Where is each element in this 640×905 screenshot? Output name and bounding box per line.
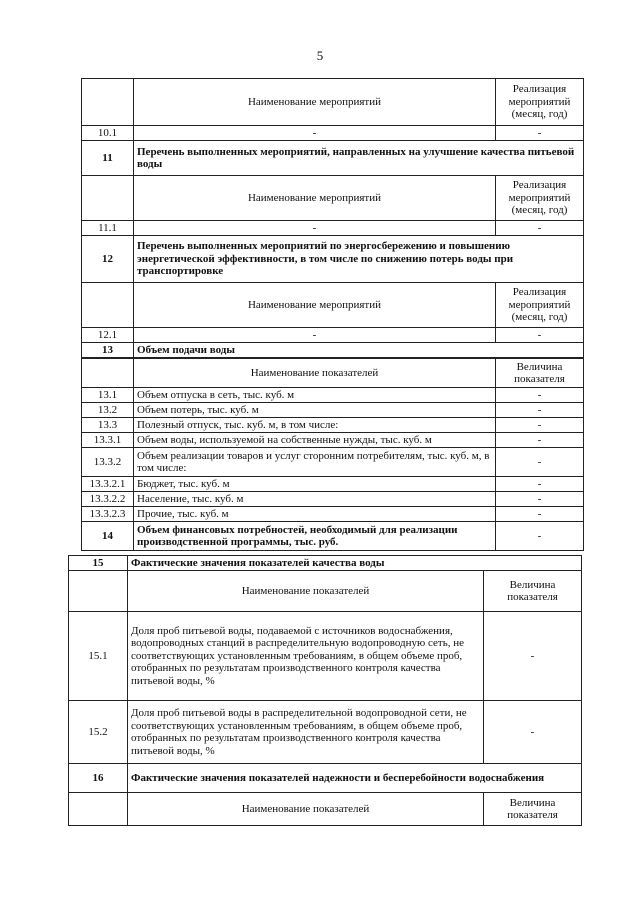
row-number: 13.3.1 (82, 433, 134, 448)
section-value: - (496, 522, 584, 551)
activities-header-row (82, 79, 584, 126)
table-row (69, 701, 582, 764)
indicator-name: Прочие, тыс. куб. м (134, 507, 496, 522)
activity-impl: - (496, 328, 584, 343)
activity-name: - (134, 328, 496, 343)
section-number: 14 (82, 522, 134, 551)
indicator-value: - (496, 492, 584, 507)
indicator-name: Доля проб питьевой воды в распределительной водопроводной сети, не соответствующих установленным требованиям, в общем объеме проб, отобранных по результатам производственного контроля качества питьевой воды, % (128, 701, 484, 764)
indicator-name: Объем отпуска в сеть, тыс. куб. м (134, 388, 496, 403)
indicator-value: - (496, 507, 584, 522)
row-number: 13.3.2.1 (82, 477, 134, 492)
indicator-value: - (496, 448, 584, 477)
row-number: 13.3.2.2 (82, 492, 134, 507)
indicator-name: Объем реализации товаров и услуг сторонним потребителям, тыс. куб. м, в том числе: (134, 448, 496, 477)
section-title: Перечень выполненных мероприятий, направленных на улучшение качества питьевой воды (134, 141, 584, 176)
table-row (82, 388, 584, 403)
row-number: 11.1 (82, 221, 134, 236)
section-row-15 (69, 556, 582, 571)
row-number: 13.3 (82, 418, 134, 433)
table-row (82, 221, 584, 236)
section-row-16 (69, 764, 582, 793)
indicator-name: Объем воды, используемой на собственные нужды, тыс. куб. м (134, 433, 496, 448)
indicators-name-header: Наименование показателей (128, 571, 484, 612)
section-row-14 (82, 522, 584, 551)
indicator-value: - (496, 418, 584, 433)
row-number: 10.1 (82, 126, 134, 141)
activity-name: - (134, 221, 496, 236)
table-row (82, 126, 584, 141)
activities-impl-header: Реализация мероприятий (месяц, год) (496, 79, 584, 126)
activities-name-header: Наименование мероприятий (134, 176, 496, 221)
row-number: 15.1 (69, 612, 128, 701)
indicators-name-header: Наименование показателей (128, 793, 484, 826)
indicators-value-header: Величина показателя (484, 793, 582, 826)
indicator-value: - (496, 388, 584, 403)
row-number: 13.2 (82, 403, 134, 418)
section-row-12 (82, 236, 584, 283)
table-row (82, 448, 584, 477)
indicators-value-header: Величина показателя (484, 571, 582, 612)
activities-header-row (82, 176, 584, 221)
table-row (82, 403, 584, 418)
indicator-value: - (484, 612, 582, 701)
report-table-upper (81, 78, 583, 358)
table-row (82, 418, 584, 433)
table-row (82, 477, 584, 492)
table-row (82, 328, 584, 343)
section-title: Фактические значения показателей надежности и бесперебойности водоснабжения (128, 764, 582, 793)
row-number: 13.3.2.3 (82, 507, 134, 522)
activity-name: - (134, 126, 496, 141)
section-row-11 (82, 141, 584, 176)
indicator-name: Доля проб питьевой воды, подаваемой с источников водоснабжения, водопроводных станций в распределительную водопроводную сеть, не соответствующих установленным требованиям, в общем объеме проб, отобранных по результатам производственного контроля качества питьевой воды, % (128, 612, 484, 701)
indicators-header-row (69, 571, 582, 612)
row-number: 13.3.2 (82, 448, 134, 477)
activity-impl: - (496, 126, 584, 141)
report-table-lower (68, 555, 581, 826)
activities-name-header: Наименование мероприятий (134, 79, 496, 126)
activities-impl-header: Реализация мероприятий (месяц, год) (496, 176, 584, 221)
indicator-value: - (496, 477, 584, 492)
indicator-name: Бюджет, тыс. куб. м (134, 477, 496, 492)
section-number: 13 (82, 343, 134, 358)
indicators-name-header: Наименование показателей (134, 359, 496, 388)
section-title: Фактические значения показателей качества воды (128, 556, 582, 571)
section-number: 16 (69, 764, 128, 793)
table-row (82, 433, 584, 448)
page-number: 5 (316, 48, 324, 63)
indicator-value: - (484, 701, 582, 764)
indicator-name: Объем потерь, тыс. куб. м (134, 403, 496, 418)
indicator-value: - (496, 433, 584, 448)
indicator-value: - (496, 403, 584, 418)
section-row-13 (82, 343, 584, 358)
table-row (69, 612, 582, 701)
table-row (82, 492, 584, 507)
section-number: 15 (69, 556, 128, 571)
row-number: 12.1 (82, 328, 134, 343)
activity-impl: - (496, 221, 584, 236)
indicators-value-header: Величина показателя (496, 359, 584, 388)
activities-impl-header: Реализация мероприятий (месяц, год) (496, 283, 584, 328)
section-title: Объем подачи воды (134, 343, 584, 358)
row-number: 13.1 (82, 388, 134, 403)
section-title: Перечень выполненных мероприятий по энергосбережению и повышению энергетической эффективности, в том числе по снижению потерь воды при транспортировке (134, 236, 584, 283)
indicators-header-row (82, 359, 584, 388)
indicator-name: Полезный отпуск, тыс. куб. м, в том числе: (134, 418, 496, 433)
table-row (82, 507, 584, 522)
activities-name-header: Наименование мероприятий (134, 283, 496, 328)
section-number: 11 (82, 141, 134, 176)
activities-header-row (82, 283, 584, 328)
indicator-name: Население, тыс. куб. м (134, 492, 496, 507)
section-title: Объем финансовых потребностей, необходимый для реализации производственной программы, тыс. руб. (134, 522, 496, 551)
section-number: 12 (82, 236, 134, 283)
report-table-indicators (81, 358, 583, 551)
indicators-header-row (69, 793, 582, 826)
row-number: 15.2 (69, 701, 128, 764)
